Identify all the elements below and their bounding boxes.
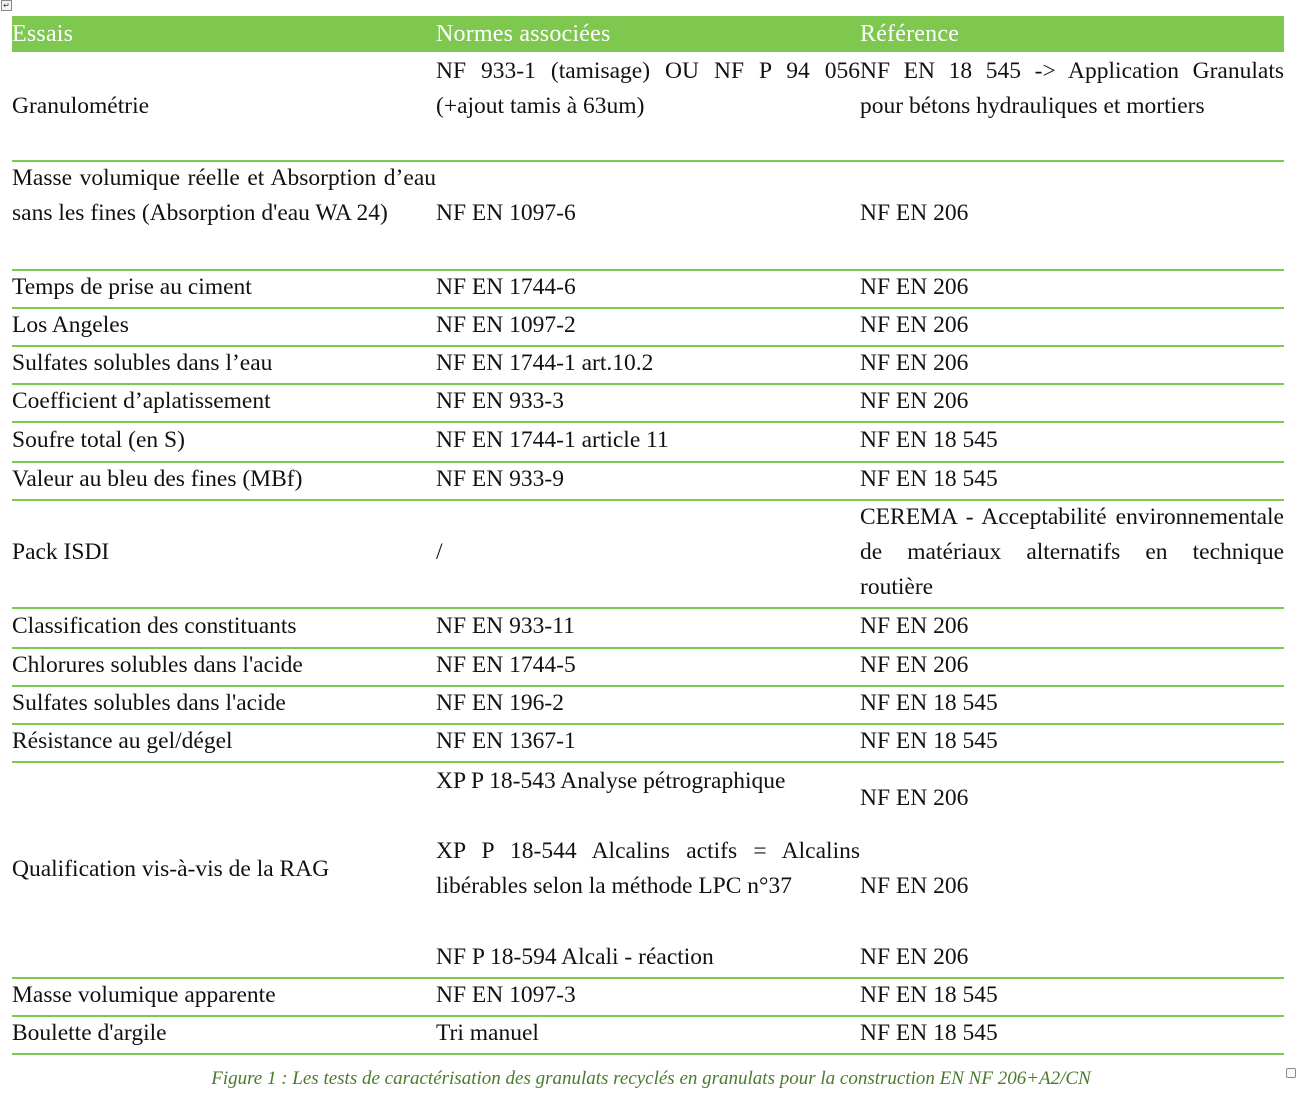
anchor-icon[interactable]: ↵ (1, 0, 12, 11)
reference-cell: NF EN 18 545 (860, 727, 998, 754)
essai-cell: Granulométrie (12, 92, 150, 119)
table-row (12, 685, 1284, 725)
norme-cell: NF EN 933-9 (436, 465, 564, 492)
essai-cell: Pack ISDI (12, 538, 110, 565)
essai-cell: Soufre total (en S) (12, 426, 185, 453)
table-row (12, 461, 1284, 501)
figure-caption: Figure 1 : Les tests de caractérisation des granulats recyclés en granulats pour la construction EN NF 206+A2/CN (211, 1068, 1091, 1089)
norme-cell: NF EN 1097-2 (436, 311, 576, 338)
table-row (12, 977, 1284, 1017)
reference-cell: NF EN 18 545 (860, 689, 998, 716)
essai-cell: Sulfates solubles dans l’eau (12, 349, 273, 376)
reference-cell: NF EN 206 (860, 349, 969, 376)
norme-cell: NF EN 933-3 (436, 387, 564, 414)
essai-cell: Coefficient d’aplatissement (12, 387, 271, 414)
essai-cell: Valeur au bleu des fines (MBf) (12, 465, 303, 492)
reference-cell: NF EN 206 (860, 387, 969, 414)
essai-cell: Classification des constituants (12, 612, 297, 639)
essai-cell: Masse volumique apparente (12, 981, 276, 1008)
table-row (12, 723, 1284, 763)
table-row (12, 421, 1284, 463)
header-essais: Essais (12, 21, 74, 47)
norme-cell: XP P 18-544 Alcalins actifs = Alcalins libérables selon la méthode LPC n°37 (436, 838, 860, 899)
norme-cell: NF EN 1097-3 (436, 981, 576, 1008)
norme-cell: NF P 18-594 Alcali - réaction (436, 944, 714, 970)
essai-cell: Résistance au gel/dégel (12, 727, 233, 754)
reference-cell: CEREMA - Acceptabilité environnementale de matériaux alternatifs en technique routière (860, 503, 1284, 600)
table-row (12, 499, 1284, 609)
norme-cell: NF EN 196-2 (436, 689, 564, 716)
table-row (12, 607, 1284, 649)
reference-cell: NF EN 18 545 (860, 981, 998, 1008)
table-row (12, 383, 1284, 423)
reference-cell: NF EN 18 545 (860, 426, 998, 453)
reference-cell: NF EN 206 (860, 612, 969, 639)
reference-cell: NF EN 206 (860, 273, 969, 300)
norme-cell: NF EN 1744-1 art.10.2 (436, 349, 654, 376)
table-row (12, 54, 1284, 162)
resize-handle[interactable] (1286, 1068, 1296, 1078)
essai-cell: Boulette d'argile (12, 1019, 167, 1046)
reference-cell: NF EN 206 (860, 873, 969, 899)
norme-cell: NF EN 1744-5 (436, 651, 576, 678)
norme-cell: NF 933-1 (tamisage) OU NF P 94 056 (+ajout tamis à 63um) (436, 57, 860, 119)
essai-cell: Chlorures solubles dans l'acide (12, 651, 303, 678)
norme-cell: NF EN 1744-6 (436, 273, 576, 300)
essai-cell: Sulfates solubles dans l'acide (12, 689, 286, 716)
essai-cell: Los Angeles (12, 311, 129, 338)
table-header (12, 16, 1284, 52)
reference-cell: NF EN 18 545 (860, 1019, 998, 1046)
norme-cell: Tri manuel (436, 1019, 539, 1046)
table-row (12, 761, 1284, 979)
header-reference: Référence (860, 21, 960, 47)
table-row (12, 160, 1284, 271)
table-row (12, 1015, 1284, 1055)
norme-cell: NF EN 1097-6 (436, 200, 576, 226)
reference-cell: NF EN 206 (860, 785, 969, 811)
table-row (12, 345, 1284, 385)
reference-cell: NF EN 18 545 (860, 465, 998, 492)
norme-cell: NF EN 1367-1 (436, 727, 576, 754)
table-row (12, 269, 1284, 309)
norme-cell: XP P 18-543 Analyse pétrographique (436, 768, 786, 794)
header-normes: Normes associées (436, 21, 611, 47)
norme-cell: NF EN 1744-1 article 11 (436, 426, 669, 453)
essai-cell: Masse volumique réelle et Absorption d’eau sans les fines (Absorption d'eau WA 24) (12, 165, 436, 226)
reference-cell: NF EN 206 (860, 311, 969, 338)
reference-cell: NF EN 18 545 -> Application Granulats pour bétons hydrauliques et mortiers (860, 57, 1284, 119)
reference-cell: NF EN 206 (860, 944, 969, 970)
table-row (12, 307, 1284, 347)
reference-cell: NF EN 206 (860, 651, 969, 678)
norme-cell: / (436, 538, 443, 565)
essai-cell: Qualification vis-à-vis de la RAG (12, 855, 330, 882)
essai-cell: Temps de prise au ciment (12, 273, 252, 300)
norme-cell: NF EN 933-11 (436, 612, 575, 639)
reference-cell: NF EN 206 (860, 200, 969, 226)
table-row (12, 647, 1284, 687)
